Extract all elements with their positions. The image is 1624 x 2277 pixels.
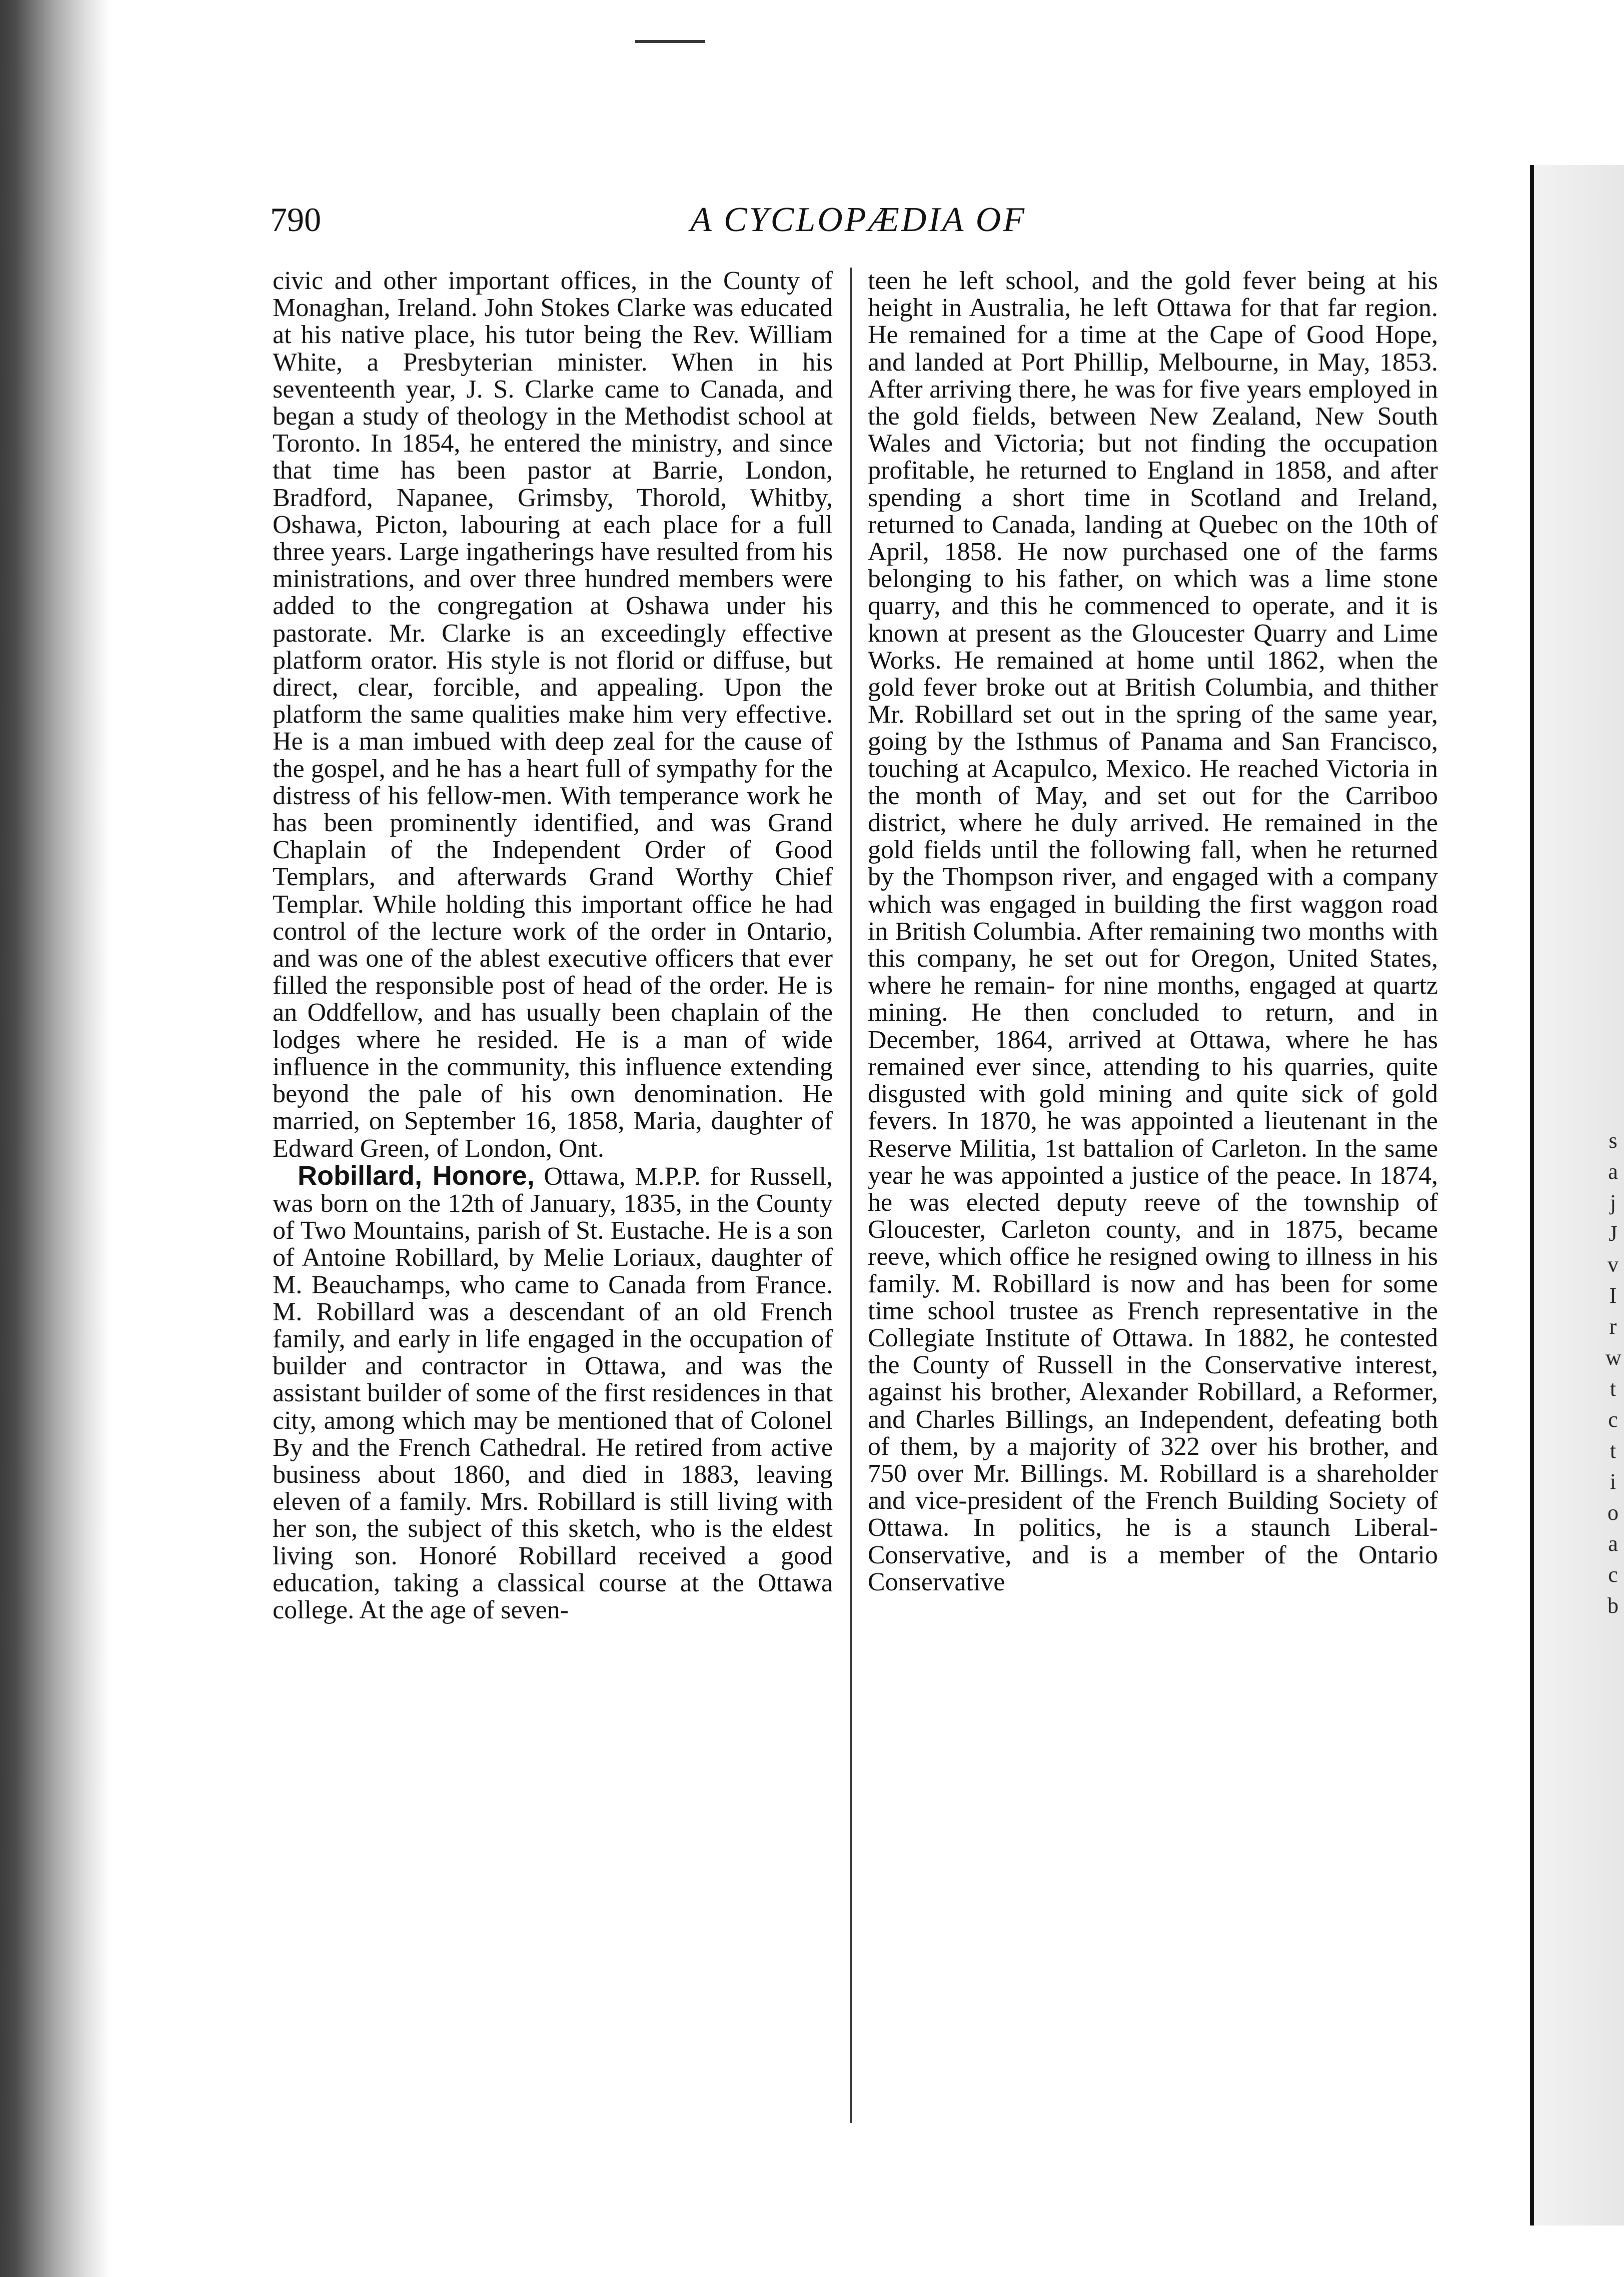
entry-heading: Robillard, Honore, (298, 1160, 535, 1191)
top-scan-mark (635, 25, 705, 43)
adjacent-page-fragment: s a j J v I r w t c t i o a c b (1605, 1128, 1621, 1618)
book-binding-edge (0, 0, 110, 2277)
page-number: 790 (270, 201, 321, 239)
left-column (273, 268, 833, 1624)
robillard-entry (273, 1162, 833, 1624)
right-column (868, 268, 1438, 1596)
robillard-biography-start: Ottawa, M.P.P. for Russell, was born on the 12th of January, 1835, in the County of Two Mountains, parish of St. Eustache. He is a son of Antoine Robillard, by Melie Loriaux, daughter of M. Beauchamps, who came to Canada from France. M. Robillard was a descendant of an old French family, and early in life engaged in the occupation of builder and contractor in Ottawa, and was the assistant builder of some of the first residences in that city, among which may be mentioned that of Colonel By and the French Cathedral. He retired from active business about 1860, and died in 1883, leaving eleven of a family. Mrs. Robillard is still living with her son, the subject of this sketch, who is the eldest living son. Honoré Robillard received a good education, taking a classical course at the Ottawa college. At the age of seven- (273, 1162, 833, 1624)
running-head: A CYCLOPÆDIA OF (690, 201, 1026, 239)
clarke-biography-text: civic and other important offices, in the County of Monaghan, Ireland. John Stokes Clarke was educated at his native place, his tutor being the Rev. William White, a Presbyterian minister. When in his seventeenth year, J. S. Clarke came to Canada, and began a study of theology in the Methodist school at Toronto. In 1854, he entered the ministry, and since that time has been pastor at Barrie, London, Bradford, Napanee, Grimsby, Thorold, Whitby, Oshawa, Picton, labouring at each place for a full three years. Large ingatherings have resulted from his ministrations, and over three hundred members were added to the congregation at Oshawa under his pastorate. Mr. Clarke is an exceedingly effective platform orator. His style is not florid or diffuse, but direct, clear, forcible, and appealing. Upon the platform the same qualities make him very effective. He is a man imbued with deep zeal for the cause of the gospel, and he has a heart full of sympathy for the distress of his fellow-men. With temperance work he has been prominently identified, and was Grand Chaplain of the Independent Order of Good Templars, and afterwards Grand Worthy Chief Templar. While holding this important office he had control of the lecture work of the order in Ontario, and was one of the ablest executive officers that ever filled the responsible post of head of the order. He is an Oddfellow, and has usually been chaplain of the lodges where he resided. He is a man of wide influence in the community, this influence extending beyond the pale of his own denomination. He married, on September 16, 1858, Maria, daughter of Edward Green, of London, Ont. (273, 267, 833, 1163)
column-divider (850, 268, 852, 2123)
page-header (270, 200, 1460, 255)
robillard-biography-continued: teen he left school, and the gold fever being at his height in Australia, he left Ottawa for that far region. He remained for a time at the Cape of Good Hope, and landed at Port Phillip, Melbourne, in May, 1853. After arriving there, he was for five years employed in the gold fields, between New Zealand, New South Wales and Victoria; but not finding the occupation profitable, he returned to England in 1858, and after spending a short time in Scotland and Ireland, returned to Canada, landing at Quebec on the 10th of April, 1858. He now purchased one of the farms belonging to his father, on which was a lime stone quarry, and this he commenced to operate, and it is known at present as the Gloucester Quarry and Lime Works. He remained at home until 1862, when the gold fever broke out at British Columbia, and thither Mr. Robillard set out in the spring of the same year, going by the Isthmus of Panama and San Francisco, touching at Acapulco, Mexico. He reached Victoria in the month of May, and set out for the Carriboo district, where he duly arrived. He remained in the gold fields until the following fall, when he returned by the Thompson river, and engaged with a company which was engaged in building the first waggon road in British Columbia. After remaining two months with this company, he set out for Oregon, United States, where he remain- for nine months, engaged at quartz mining. He then concluded to return, and in December, 1864, arrived at Ottawa, where he has remained ever since, attending to his quarries, quite disgusted with gold mining and quite sick of gold fevers. In 1870, he was appointed a lieutenant in the Reserve Militia, 1st battalion of Carleton. In the same year he was appointed a justice of the peace. In 1874, he was elected deputy reeve of the township of Gloucester, Carleton county, and in 1875, became reeve, which office he resigned owing to illness in his family. M. Robillard is now and has been for some time school trustee as French representative in the Collegiate Institute of Ottawa. In 1882, he contested the County of Russell in the Conservative interest, against his brother, Alexander Robillard, a Reformer, and Charles Billings, an Independent, defeating both of them, by a majority of 322 over his brother, and 750 over Mr. Billings. M. Robillard is a shareholder and vice-president of the French Building Society of Ottawa. In politics, he is a staunch Liberal-Conservative, and is a member of the Ontario Conservative (868, 267, 1438, 1596)
